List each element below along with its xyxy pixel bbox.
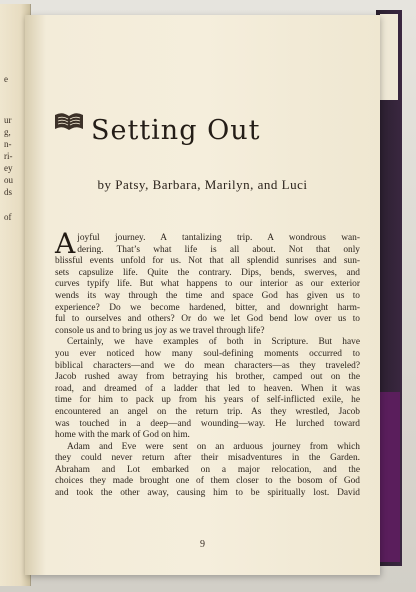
prev-page-fragment: ur — [4, 115, 12, 125]
prev-page-fragment: ds — [4, 187, 13, 197]
body-line: experience? Do we become hardened, bitter, and downright harm- — [55, 302, 360, 313]
body-line: dering. That’s what life is all about. Not that only — [77, 244, 360, 255]
body-line: was touched in a deep—and wounding—way. He lurched toward — [55, 418, 360, 429]
body-line: biblical characters—and we do mean characters—as they traveled? — [55, 360, 360, 371]
prev-page-fragment: e — [4, 74, 8, 84]
body-line: they could never return after their misadventures in the Garden. — [55, 453, 360, 464]
page-number: 9 — [200, 539, 205, 550]
body-line: sets capsulize life. Quite the contrary. Dips, bends, swerves, and — [55, 267, 360, 278]
prev-page-fragment: of — [4, 212, 12, 222]
body-line: curves typify life. But what happens to our interior as our exterior — [55, 279, 360, 290]
book-page — [25, 15, 380, 575]
body-line: choices they made brought one of them closer to the bosom of God — [55, 476, 360, 487]
open-book-icon — [53, 110, 85, 132]
body-line: Abraham and Lot embarked on a major relocation, and the — [55, 464, 360, 475]
prev-page-fragment: ey — [4, 163, 13, 173]
body-line: you ever noticed how many soul-defining moments occurred to — [55, 348, 360, 359]
body-line: home with the mark of God on him. — [55, 430, 190, 441]
cover-purple-band — [378, 392, 400, 562]
body-line: ful to ourselves and others? Or do we let God bend low over us to — [55, 314, 360, 325]
body-line: Certainly, we have examples of both in Scripture. But have — [67, 337, 360, 348]
body-line: Jacob rushed away from betraying his brother, camped out on the — [55, 372, 360, 383]
body-text — [55, 227, 360, 500]
drop-cap: A — [55, 227, 76, 260]
body-line: road, and dreamed of a ladder that led to heaven. When it was — [55, 383, 360, 394]
chapter-byline: by Patsy, Barbara, Marilyn, and Luci — [97, 177, 308, 192]
body-line: time for him to pack up from his years of self-inflicted exile, he — [55, 395, 360, 406]
body-line: and took the other away, causing him to be spiritually lost. David — [55, 488, 360, 499]
chapter-title: Setting Out — [91, 115, 261, 146]
body-line: wends its way through the time and space God has given us to — [55, 290, 360, 301]
prev-page-fragment: ou — [4, 175, 13, 185]
body-line: joyful journey. A tantalizing trip. A wondrous wan- — [77, 233, 360, 243]
body-line: console us and to bring us joy as we travel through life? — [55, 325, 265, 336]
body-line: Adam and Eve were sent on an arduous journey from which — [67, 441, 360, 452]
prev-page-fragment: ri- — [4, 151, 13, 161]
body-line: blissful events unfold for us. Not that all splendid sunrises and sun- — [55, 256, 360, 267]
body-line: encountered an angel on the return trip. As they wrestled, Jacob — [55, 406, 360, 417]
prev-page-fragment: n- — [4, 139, 12, 149]
cover-cream-band — [380, 14, 398, 100]
prev-page-fragment: g, — [4, 127, 11, 137]
